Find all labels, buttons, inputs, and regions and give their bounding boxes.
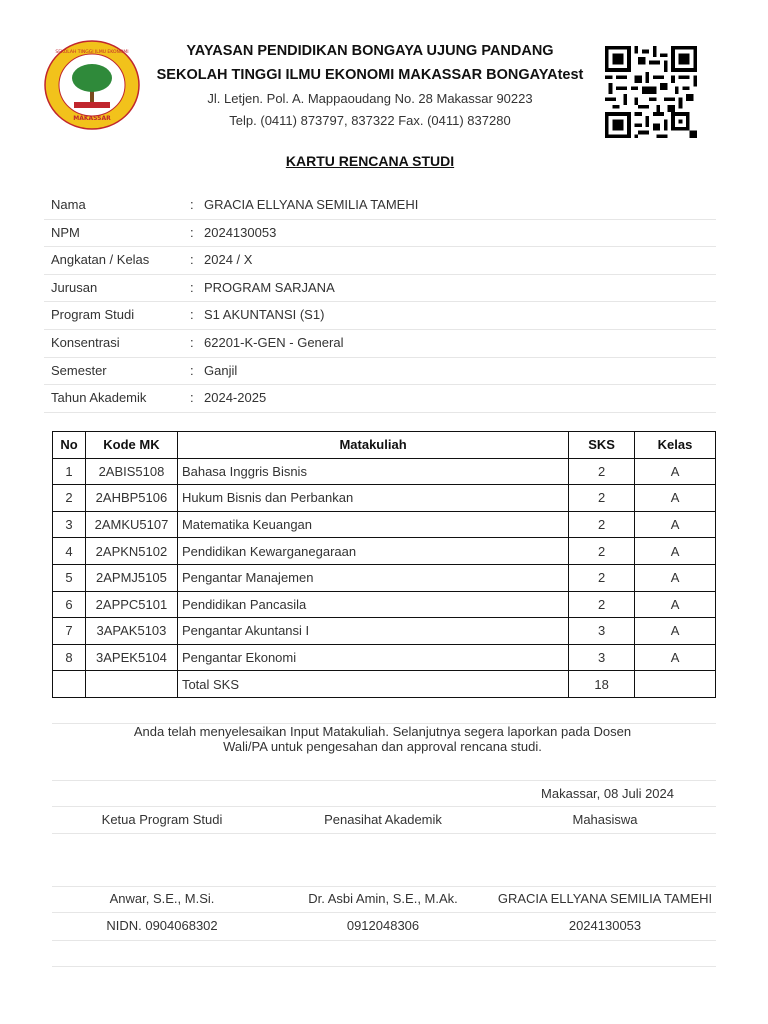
table-row	[53, 538, 716, 565]
info-row-npm	[44, 220, 716, 248]
cell-sks: 3	[569, 644, 635, 671]
divider	[52, 806, 716, 807]
signatory-role-advisor: Penasihat Akademik	[324, 812, 442, 827]
info-row-konsentrasi	[44, 330, 716, 358]
divider	[52, 912, 716, 913]
cell-code: 2APKN5102	[85, 538, 177, 565]
table-row	[53, 458, 716, 485]
cell-class: A	[635, 564, 716, 591]
info-row-tahun-akademik	[44, 385, 716, 413]
cell-course: Hukum Bisnis dan Perbankan	[177, 485, 568, 512]
info-label: Semester	[51, 362, 107, 378]
cell-code: 3APAK5103	[85, 618, 177, 645]
foundation-name: YAYASAN PENDIDIKAN BONGAYA UJUNG PANDANG	[186, 43, 554, 59]
document-title: KARTU RENCANA STUDI	[285, 153, 455, 169]
header-course: Matakuliah	[177, 432, 568, 459]
school-name: SEKOLAH TINGGI ILMU EKONOMI MAKASSAR BONGAYAtest	[156, 67, 584, 83]
cell-class: A	[635, 485, 716, 512]
cell-course: Pengantar Akuntansi I	[177, 618, 568, 645]
cell-no: 5	[53, 564, 86, 591]
cell-class: A	[635, 538, 716, 565]
info-value: 2024130053	[204, 224, 277, 240]
header-code: Kode MK	[85, 432, 177, 459]
info-value: 2024 / X	[204, 252, 253, 268]
info-label: Program Studi	[51, 307, 135, 323]
signatory-name-student: GRACIA ELLYANA SEMILIA TAMEHI	[497, 891, 713, 906]
cell-empty	[85, 671, 177, 698]
cell-code: 2AMKU5107	[85, 511, 177, 538]
table-row	[53, 591, 716, 618]
table-row	[53, 618, 716, 645]
total-sks-value: 18	[569, 671, 635, 698]
logo-caption: MAKASSAR	[73, 115, 111, 122]
table-row	[53, 564, 716, 591]
info-label: Nama	[51, 197, 86, 212]
place-date: Makassar, 08 Juli 2024	[541, 786, 674, 801]
info-label: Angkatan / Kelas	[51, 252, 150, 268]
info-separator: :	[190, 224, 194, 240]
info-row-semester	[44, 358, 716, 386]
signatory-id-student: 2024130053	[568, 918, 642, 933]
cell-course: Pendidikan Kewarganegaraan	[177, 538, 568, 565]
note-line-1: Anda telah menyelesaikan Input Matakuliah. Selanjutnya segera laporkan pada Dosen	[133, 724, 632, 739]
cell-empty	[53, 671, 86, 698]
info-row-angkatan	[44, 247, 716, 275]
info-separator: :	[190, 362, 194, 378]
info-value: S1 AKUNTANSI (S1)	[204, 307, 325, 323]
table-header-row	[53, 432, 716, 459]
table-row	[53, 644, 716, 671]
cell-sks: 2	[569, 564, 635, 591]
cell-code: 2ABIS5108	[85, 458, 177, 485]
divider	[52, 833, 716, 834]
table-row	[53, 485, 716, 512]
info-label: Jurusan	[51, 279, 98, 295]
info-separator: :	[190, 252, 194, 268]
divider	[52, 940, 716, 941]
cell-no: 3	[53, 511, 86, 538]
cell-no: 8	[53, 644, 86, 671]
cell-code: 2APPC5101	[85, 591, 177, 618]
info-value: 62201-K-GEN - General	[204, 334, 344, 350]
info-row-program-studi	[44, 302, 716, 330]
cell-sks: 3	[569, 618, 635, 645]
completion-note	[110, 724, 655, 754]
info-separator: :	[190, 197, 194, 212]
info-separator: :	[190, 307, 194, 323]
info-separator: :	[190, 334, 194, 350]
signatory-id-kaprodi: NIDN. 0904068302	[106, 918, 218, 933]
cell-course: Matematika Keuangan	[177, 511, 568, 538]
cell-class: A	[635, 644, 716, 671]
info-label: NPM	[51, 224, 80, 240]
cell-empty	[635, 671, 716, 698]
cell-course: Pengantar Manajemen	[177, 564, 568, 591]
cell-no: 1	[53, 458, 86, 485]
cell-sks: 2	[569, 485, 635, 512]
table-row	[53, 511, 716, 538]
cell-sks: 2	[569, 591, 635, 618]
school-address: Jl. Letjen. Pol. A. Mappaoudang No. 28 Makassar 90223	[207, 91, 533, 106]
cell-code: 2APMJ5105	[85, 564, 177, 591]
cell-course: Pengantar Ekonomi	[177, 644, 568, 671]
divider	[52, 780, 716, 781]
info-value: Ganjil	[204, 362, 238, 378]
cell-class: A	[635, 618, 716, 645]
cell-course: Pendidikan Pancasila	[177, 591, 568, 618]
signatory-name-advisor: Dr. Asbi Amin, S.E., M.Ak.	[308, 891, 458, 906]
cell-class: A	[635, 458, 716, 485]
header-class: Kelas	[635, 432, 716, 459]
header-sks: SKS	[569, 432, 635, 459]
cell-no: 6	[53, 591, 86, 618]
cell-no: 7	[53, 618, 86, 645]
cell-no: 4	[53, 538, 86, 565]
cell-code: 3APEK5104	[85, 644, 177, 671]
signatory-role-student: Mahasiswa	[572, 812, 638, 827]
note-line-2: Wali/PA untuk pengesahan dan approval rencana studi.	[223, 739, 542, 754]
signatory-role-kaprodi: Ketua Program Studi	[101, 812, 223, 827]
cell-sks: 2	[569, 538, 635, 565]
info-row-jurusan	[44, 275, 716, 303]
cell-course: Bahasa Inggris Bisnis	[177, 458, 568, 485]
cell-code: 2AHBP5106	[85, 485, 177, 512]
info-value: GRACIA ELLYANA SEMILIA TAMEHI	[204, 197, 419, 212]
table-total-row	[53, 671, 716, 698]
divider	[52, 886, 716, 887]
divider	[52, 966, 716, 967]
school-phone: Telp. (0411) 873797, 837322 Fax. (0411) 837280	[229, 113, 511, 128]
info-row-nama	[44, 192, 716, 220]
cell-sks: 2	[569, 458, 635, 485]
cell-class: A	[635, 591, 716, 618]
info-separator: :	[190, 279, 194, 295]
cell-no: 2	[53, 485, 86, 512]
cell-class: A	[635, 511, 716, 538]
logo-arc-text: SEKOLAH TINGGI ILMU EKONOMI	[55, 50, 129, 55]
course-table	[52, 431, 716, 698]
info-separator: :	[190, 390, 194, 406]
header-no: No	[53, 432, 86, 459]
total-sks-label: Total SKS	[177, 671, 568, 698]
info-value: 2024-2025	[204, 390, 267, 406]
student-info	[44, 192, 716, 413]
info-label: Tahun Akademik	[51, 390, 147, 406]
info-label: Konsentrasi	[51, 334, 120, 350]
cell-sks: 2	[569, 511, 635, 538]
qr-code	[603, 46, 699, 138]
signatory-id-advisor: 0912048306	[346, 918, 420, 933]
signatory-name-kaprodi: Anwar, S.E., M.Si.	[109, 891, 215, 906]
info-value: PROGRAM SARJANA	[204, 279, 335, 295]
school-logo	[44, 40, 140, 130]
